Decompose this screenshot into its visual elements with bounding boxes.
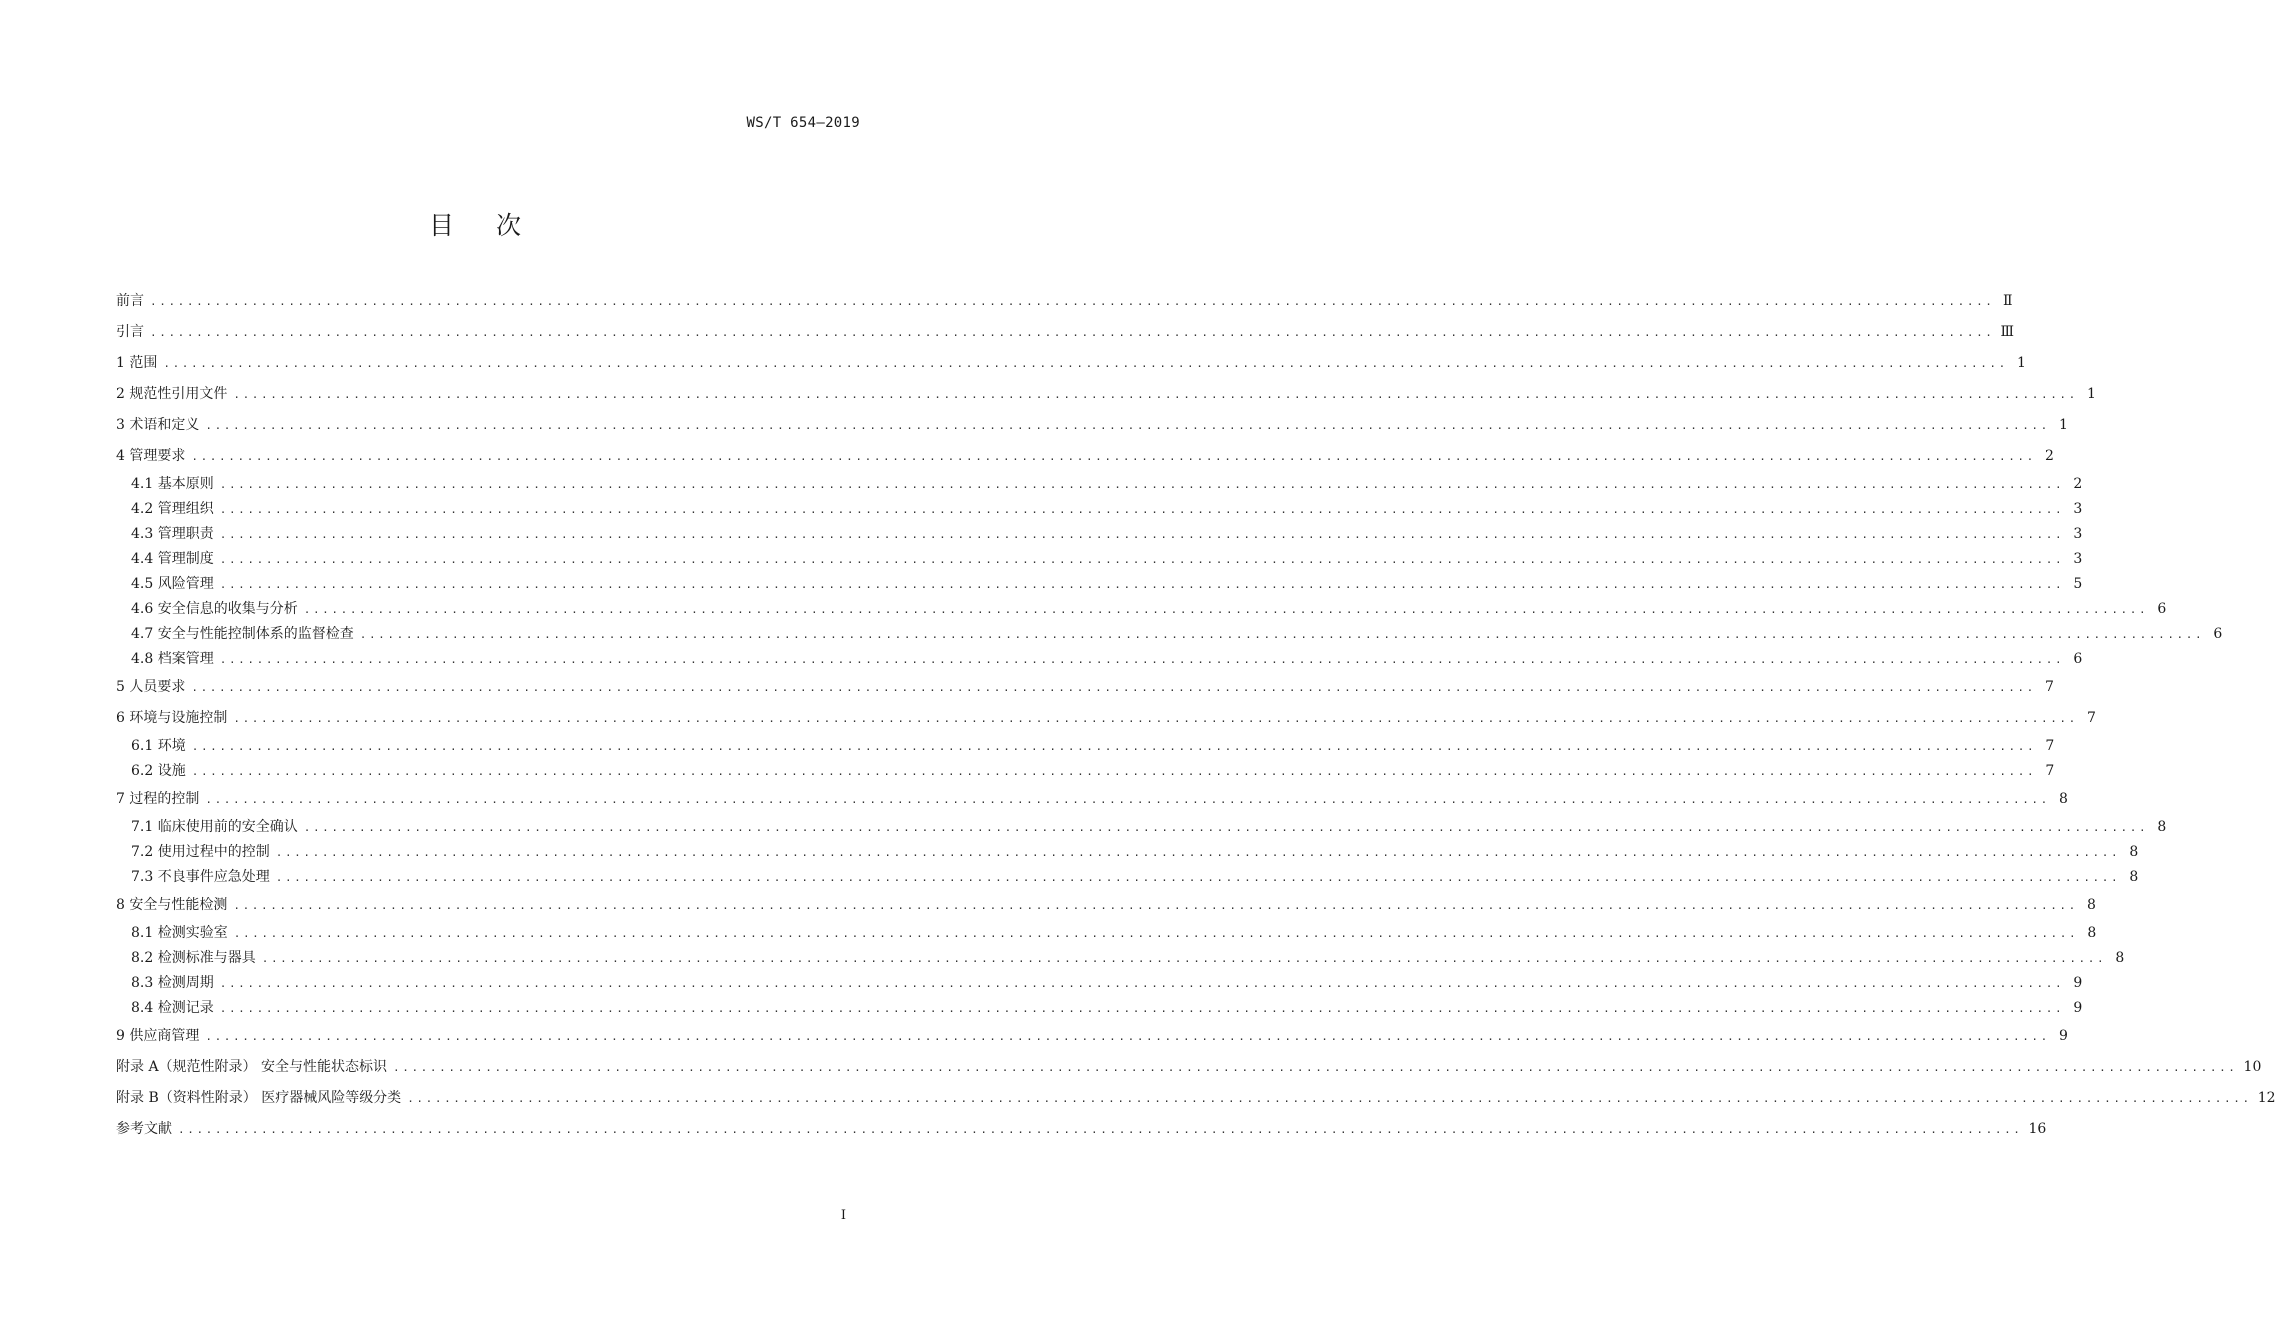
toc-entry[interactable] <box>116 971 2083 996</box>
toc-entry-label: 6.1 环境 <box>131 738 186 754</box>
toc-entry[interactable] <box>116 472 2083 497</box>
toc-entry-page: 12 <box>2257 1090 2276 1106</box>
toc-entry-label: 7.1 临床使用前的安全确认 <box>131 819 298 835</box>
toc-entry-label: 9 供应商管理 <box>116 1028 200 1044</box>
toc-entry-page: 7 <box>2045 763 2055 779</box>
toc-leader-dots: ........................................................................................................................................................................................................ <box>205 793 2050 806</box>
toc-entry[interactable] <box>116 597 2167 622</box>
toc-leader-dots: ........................................................................................................................................................................................................ <box>393 1061 2238 1074</box>
toc-entry[interactable] <box>116 1083 2276 1114</box>
toc-entry[interactable] <box>116 647 2083 672</box>
toc-entry[interactable] <box>116 1021 2068 1052</box>
page-number: I <box>840 1208 846 1223</box>
toc-entry-label: 7.2 使用过程中的控制 <box>131 844 270 860</box>
toc-entry-label: 1 范围 <box>116 355 158 371</box>
toc-entry[interactable] <box>116 921 2097 946</box>
toc-entry-label: 2 规范性引用文件 <box>116 386 228 402</box>
toc-entry[interactable] <box>116 946 2125 971</box>
toc-entry[interactable] <box>116 522 2083 547</box>
toc-leader-dots: ........................................................................................................................................................................................................ <box>219 503 2065 516</box>
toc-leader-dots: ........................................................................................................................................................................................................ <box>219 528 2065 541</box>
toc-entry[interactable] <box>116 286 2013 317</box>
toc-entry-page: 3 <box>2073 551 2083 567</box>
toc-leader-dots: ........................................................................................................................................................................................................ <box>275 871 2121 884</box>
toc-entry-label: 附录 A（规范性附录） 安全与性能状态标识 <box>116 1059 388 1075</box>
toc-entry[interactable] <box>116 840 2139 865</box>
toc-entry-page: 1 <box>2086 386 2096 402</box>
toc-entry[interactable] <box>116 815 2167 840</box>
toc-entry[interactable] <box>116 1114 2047 1145</box>
toc-entry-page: 3 <box>2073 501 2083 517</box>
toc-entry[interactable] <box>116 672 2054 703</box>
toc-leader-dots: ........................................................................................................................................................................................................ <box>150 295 1995 308</box>
toc-entry-label: 4.3 管理职责 <box>131 526 214 542</box>
toc-entry-label: 8.4 检测记录 <box>131 1000 214 1016</box>
toc-leader-dots: ........................................................................................................................................................................................................ <box>407 1092 2252 1105</box>
toc-entry-page: 8 <box>2129 844 2139 860</box>
toc-leader-dots: ........................................................................................................................................................................................................ <box>178 1123 2023 1136</box>
toc-entry-page: 8 <box>2086 897 2096 913</box>
toc-entry-page: 10 <box>2243 1059 2262 1075</box>
toc-entry-label: 4 管理要求 <box>116 448 186 464</box>
toc-entry-page: 8 <box>2087 925 2097 941</box>
toc-entry-label: 8 安全与性能检测 <box>116 897 228 913</box>
toc-entry-page: 9 <box>2073 1000 2083 1016</box>
toc-entry-label: 引言 <box>116 324 144 340</box>
toc-entry-page: 6 <box>2157 601 2167 617</box>
toc-entry[interactable] <box>116 572 2083 597</box>
toc-entry-label: 前言 <box>116 293 144 309</box>
toc-entry-label: 4.5 风险管理 <box>131 576 214 592</box>
toc-leader-dots: ........................................................................................................................................................................................................ <box>191 765 2037 778</box>
toc-entry-label: 8.2 检测标准与器具 <box>131 950 256 966</box>
toc-leader-dots: ........................................................................................................................................................................................................ <box>205 419 2050 432</box>
toc-entry[interactable] <box>116 703 2096 734</box>
toc-entry[interactable] <box>116 759 2055 784</box>
toc-leader-dots: ........................................................................................................................................................................................................ <box>261 952 2107 965</box>
toc-leader-dots: ........................................................................................................................................................................................................ <box>233 712 2078 725</box>
toc-entry-page: 8 <box>2129 869 2139 885</box>
toc-entry-page: 9 <box>2073 975 2083 991</box>
toc-entry-page: 7 <box>2045 738 2055 754</box>
toc-entry-label: 8.1 检测实验室 <box>131 925 228 941</box>
toc-entry-label: 4.2 管理组织 <box>131 501 214 517</box>
toc-entry-page: 16 <box>2028 1121 2047 1137</box>
toc-leader-dots: ........................................................................................................................................................................................................ <box>163 357 2008 370</box>
toc-entry-page: 2 <box>2044 448 2054 464</box>
toc-entry-page: Ⅲ <box>2000 324 2015 340</box>
toc-leader-dots: ........................................................................................................................................................................................................ <box>359 628 2205 641</box>
toc-leader-dots: ........................................................................................................................................................................................................ <box>191 450 2036 463</box>
toc-entry-page: 6 <box>2213 626 2223 642</box>
toc-entry-page: 8 <box>2157 819 2167 835</box>
toc-entry-label: 8.3 检测周期 <box>131 975 214 991</box>
toc-entry-label: 4.7 安全与性能控制体系的监督检查 <box>131 626 354 642</box>
toc-entry-page: 6 <box>2073 651 2083 667</box>
toc-entry-label: 5 人员要求 <box>116 679 186 695</box>
toc-leader-dots: ........................................................................................................................................................................................................ <box>233 899 2078 912</box>
toc-entry[interactable] <box>116 410 2068 441</box>
toc-entry[interactable] <box>116 734 2055 759</box>
toc-leader-dots: ........................................................................................................................................................................................................ <box>233 388 2078 401</box>
toc-entry-page: 7 <box>2086 710 2096 726</box>
toc-entry-label: 7.3 不良事件应急处理 <box>131 869 270 885</box>
toc-entry-label: 参考文献 <box>116 1121 172 1137</box>
toc-entry-page: 2 <box>2073 476 2083 492</box>
toc-leader-dots: ........................................................................................................................................................................................................ <box>219 553 2065 566</box>
toc-entry[interactable] <box>116 547 2083 572</box>
toc-entry[interactable] <box>116 441 2054 472</box>
toc-entry[interactable] <box>116 622 2223 647</box>
toc-leader-dots: ........................................................................................................................................................................................................ <box>191 681 2036 694</box>
toc-entry[interactable] <box>116 348 2026 379</box>
toc-leader-dots: ........................................................................................................................................................................................................ <box>150 326 1995 339</box>
toc-entry-page: 8 <box>2058 791 2068 807</box>
toc-leader-dots: ........................................................................................................................................................................................................ <box>233 927 2079 940</box>
toc-leader-dots: ........................................................................................................................................................................................................ <box>303 603 2149 616</box>
toc-entry-label: 4.1 基本原则 <box>131 476 214 492</box>
toc-leader-dots: ........................................................................................................................................................................................................ <box>303 821 2149 834</box>
toc-entry[interactable] <box>116 865 2139 890</box>
toc-leader-dots: ........................................................................................................................................................................................................ <box>219 478 2065 491</box>
toc-entry-page: 7 <box>2044 679 2054 695</box>
toc-entry[interactable] <box>116 379 2096 410</box>
toc-entry-page: 3 <box>2073 526 2083 542</box>
toc-entry-page: 8 <box>2115 950 2125 966</box>
toc-entry-label: 4.4 管理制度 <box>131 551 214 567</box>
standard-number: WS/T 654—2019 <box>746 115 860 131</box>
toc-entry[interactable] <box>116 1052 2262 1083</box>
toc-entry-page: 1 <box>2058 417 2068 433</box>
toc-leader-dots: ........................................................................................................................................................................................................ <box>275 846 2121 859</box>
toc-entry-label: 6 环境与设施控制 <box>116 710 228 726</box>
toc-leader-dots: ........................................................................................................................................................................................................ <box>205 1030 2050 1043</box>
toc-entry-label: 4.8 档案管理 <box>131 651 214 667</box>
toc-entry-page: 1 <box>2016 355 2026 371</box>
toc-entry-page: 9 <box>2058 1028 2068 1044</box>
toc-entry-label: 4.6 安全信息的收集与分析 <box>131 601 298 617</box>
toc-entry[interactable] <box>116 996 2083 1021</box>
toc-entry-label: 3 术语和定义 <box>116 417 200 433</box>
table-of-contents <box>116 286 2276 1145</box>
toc-leader-dots: ........................................................................................................................................................................................................ <box>191 740 2037 753</box>
toc-entry-label: 附录 B（资料性附录） 医疗器械风险等级分类 <box>116 1090 402 1106</box>
toc-entry-label: 7 过程的控制 <box>116 791 200 807</box>
toc-entry[interactable] <box>116 890 2096 921</box>
toc-entry-label: 6.2 设施 <box>131 763 186 779</box>
toc-entry[interactable] <box>116 784 2068 815</box>
toc-entry-page: 5 <box>2073 576 2083 592</box>
toc-entry-page: Ⅱ <box>2003 293 2013 309</box>
toc-leader-dots: ........................................................................................................................................................................................................ <box>219 578 2065 591</box>
page-title: 目次 <box>428 211 563 240</box>
toc-leader-dots: ........................................................................................................................................................................................................ <box>219 1002 2065 1015</box>
toc-entry[interactable] <box>116 317 2015 348</box>
toc-entry[interactable] <box>116 497 2083 522</box>
toc-leader-dots: ........................................................................................................................................................................................................ <box>219 653 2065 666</box>
toc-leader-dots: ........................................................................................................................................................................................................ <box>219 977 2065 990</box>
